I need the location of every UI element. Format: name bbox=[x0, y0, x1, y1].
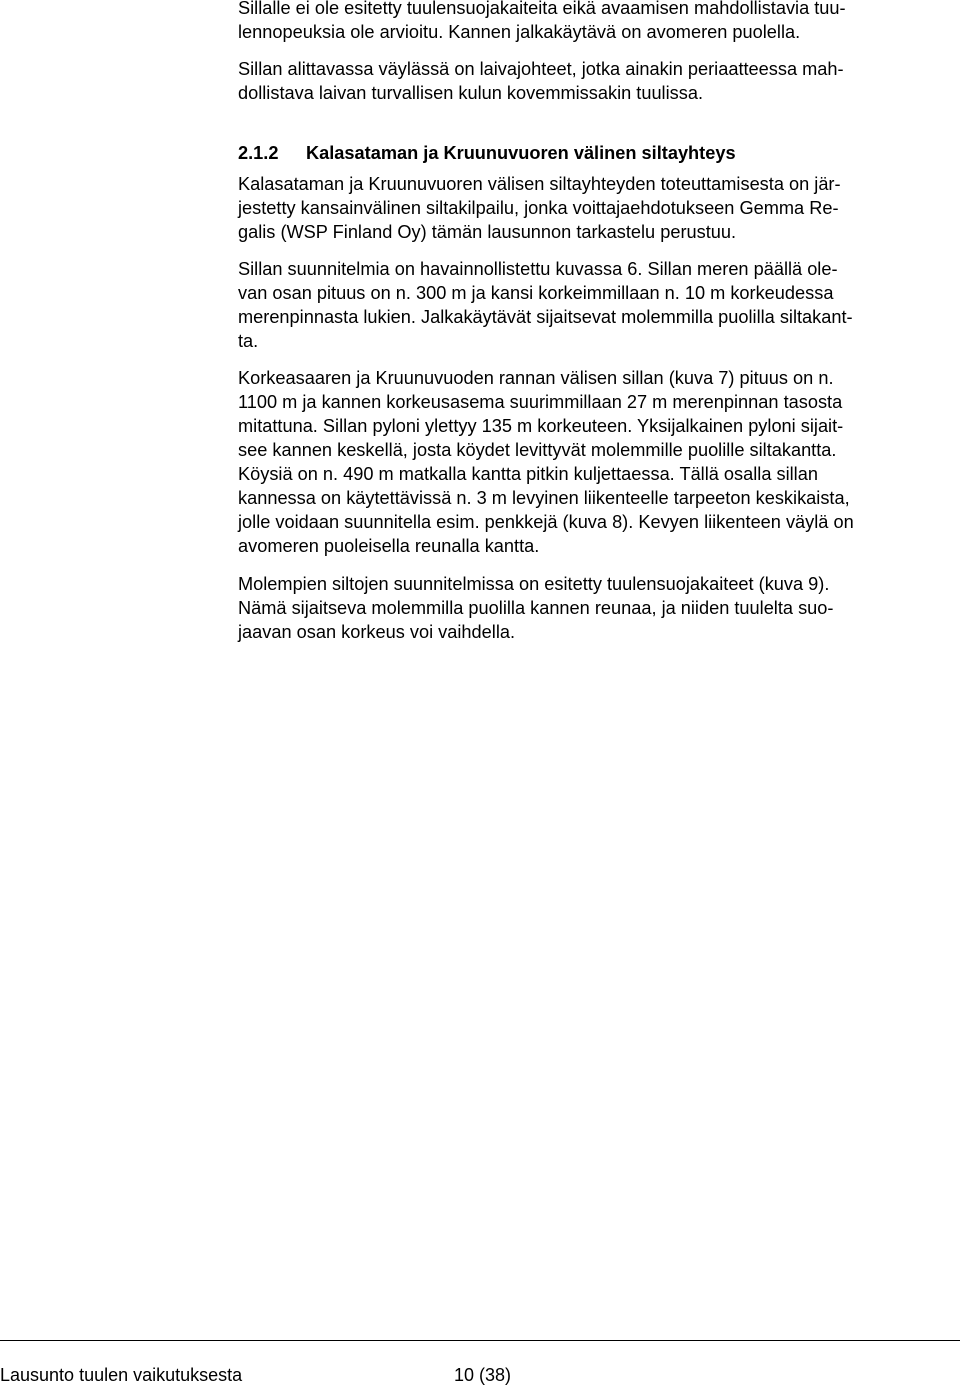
section-number: 2.1.2 bbox=[238, 143, 279, 163]
footer-title: Lausunto tuulen vaikutuksesta bbox=[0, 1365, 243, 1385]
paragraph-bridge-plans: Sillan suunnitelmia on havainnollistettu kuvassa 6. Sillan meren päällä ole- van osan pituus on n. 300 m ja kansi korkeimmillaan n. 10 m korkeudessa merenpinnasta lukien. Jalkakäytävät sijaitsevat molemmilla puolilla siltakant- ta. bbox=[238, 259, 853, 351]
page-number: 10 (38) bbox=[454, 1365, 512, 1385]
footer-divider bbox=[0, 1340, 960, 1341]
paragraph-wind-shields: Molempien siltojen suunnitelmissa on esitetty tuulensuojakaiteet (kuva 9). Nämä sijaitseva molemmilla puolilla kannen reunaa, ja niiden tuulelta suo- jaavan osan korkeus voi vaihdella. bbox=[238, 574, 834, 642]
section-title: Kalasataman ja Kruunuvuoren välinen siltayhteys bbox=[306, 143, 736, 163]
paragraph-korkeasaari-bridge: Korkeasaaren ja Kruunuvuoden rannan välisen sillan (kuva 7) pituus on n. 1100 m ja kannen korkeusasema suurimmillaan 27 m merenpinnan tasosta mitattuna. Sillan pyloni ylettyy 135 m korkeuteen. Yksijalkainen pyloni sijait- see kannen keskellä, josta köydet levittyvät molemmille puolille siltakantta. Köysiä on n. 490 m matkalla kantta pitkin kuljettaessa. Tällä osalla sillan kannessa on käytettävissä n. 3 m levyinen liikenteelle tarpeeton keskikaista, jolle voidaan suunnitella esim. penkkejä (kuva 8). Kevyen liikenteen väylä on avomeren puoleisella reunalla kantta. bbox=[238, 368, 854, 556]
paragraph-wind-barriers: Sillalle ei ole esitetty tuulensuojakaiteita eikä avaamisen mahdollistavia tuu- lennopeuksia ole arvioitu. Kannen jalkakäytävä on avomeren puolella. bbox=[238, 0, 846, 42]
paragraph-competition: Kalasataman ja Kruunuvuoren välisen siltayhteyden toteuttamisesta on jär- jestetty kansainvälinen siltakilpailu, jonka voittajaehdotukseen Gemma Re- galis (WSP Finland Oy) tämän lausunnon tarkastelu perustuu. bbox=[238, 174, 841, 242]
section-heading bbox=[238, 141, 943, 165]
paragraph-shipping-lane: Sillan alittavassa väylässä on laivajohteet, jotka ainakin periaatteessa mah- dollistava laivan turvallisen kulun kovemmissakin tuulissa. bbox=[238, 59, 844, 103]
